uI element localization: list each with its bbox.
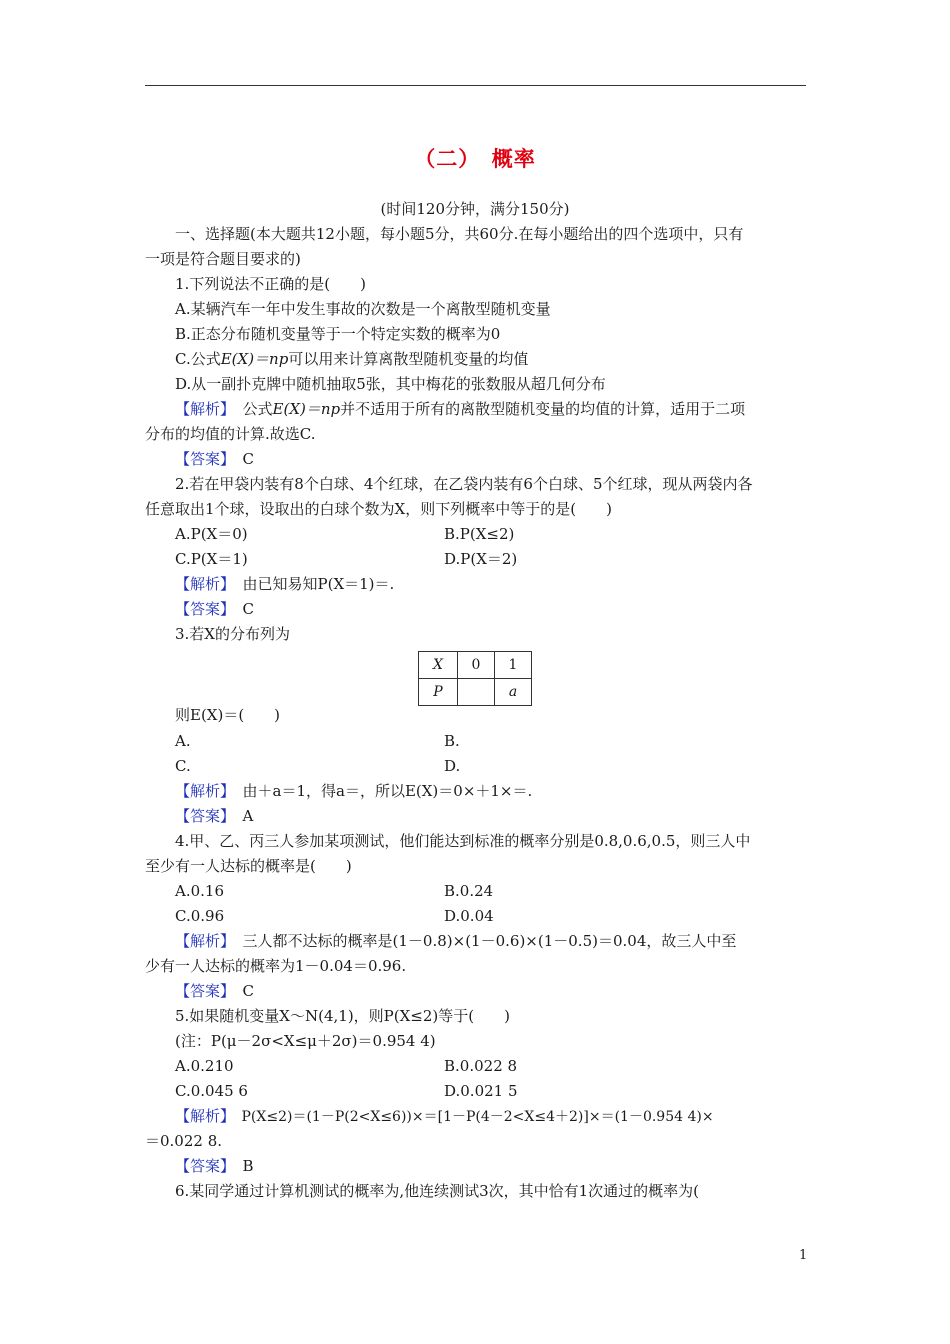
q2-answer xyxy=(175,599,254,619)
q4-stem-cont: 至少有一人达标的概率是( ) xyxy=(145,857,352,875)
analysis-label: 【解析】 xyxy=(175,400,228,418)
analysis-label: 【解析】 xyxy=(175,782,228,800)
q4-analysis-cont: 少有一人达标的概率为1－0.04＝0.96. xyxy=(145,957,407,975)
section-heading: 一、选择题(本大题共12小题，每小题5分，共60分.在每小题给出的四个选项中，只有 xyxy=(175,225,744,243)
table-cell: a xyxy=(495,679,532,706)
q5-stem: 5.如果随机变量X～N(4,1)，则P(X≤2)等于( ) xyxy=(175,1007,510,1025)
analysis-label: 【解析】 xyxy=(175,1107,228,1125)
q1-option-d: D.从一副扑克牌中随机抽取5张，其中梅花的张数服从超几何分布 xyxy=(175,375,606,393)
q1-option-a: A.某辆汽车一年中发生事故的次数是一个离散型随机变量 xyxy=(175,300,551,318)
q1-option-c-formula: E(X)＝np xyxy=(220,350,289,368)
q2-option-c: C.P(X＝1) xyxy=(175,550,248,568)
answer-label: 【答案】 xyxy=(175,600,228,618)
q3-option-c: C. xyxy=(175,757,191,775)
answer-label: 【答案】 xyxy=(175,982,228,1000)
q5-option-d: D.0.021 5 xyxy=(444,1082,518,1100)
q4-answer-value: C xyxy=(227,982,254,1000)
q3-option-a: A. xyxy=(175,732,191,750)
page-title: （二） 概率 xyxy=(414,146,536,171)
time-limit: (时间120分钟，满分150分) xyxy=(380,200,570,218)
q4-option-d: D.0.04 xyxy=(444,907,494,925)
q1-analysis xyxy=(175,399,745,419)
q4-option-b: B.0.24 xyxy=(444,882,494,900)
distribution-table xyxy=(418,651,532,706)
q1-analysis-formula: E(X)＝np xyxy=(272,400,341,418)
header-rule xyxy=(145,85,806,86)
q4-option-a: A.0.16 xyxy=(175,882,224,900)
q5-answer-value: B xyxy=(227,1157,254,1175)
table-cell xyxy=(458,679,495,706)
q5-option-b: B.0.022 8 xyxy=(444,1057,518,1075)
q2-option-b: B.P(X≤2) xyxy=(444,525,515,543)
q1-option-c-post: 可以用来计算离散型随机变量的均值 xyxy=(288,350,529,368)
q3-option-b: B. xyxy=(444,732,460,750)
q2-analysis xyxy=(175,574,394,594)
q5-analysis xyxy=(175,1106,714,1127)
table-cell: 0 xyxy=(458,652,495,679)
q1-analysis-pre: 公式 xyxy=(227,400,273,418)
q3-analysis xyxy=(175,781,532,801)
q1-analysis-post: 并不适用于所有的离散型随机变量的均值的计算，适用于二项 xyxy=(340,400,746,418)
q1-option-b: B.正态分布随机变量等于一个特定实数的概率为0 xyxy=(175,325,501,343)
q2-answer-value: C xyxy=(227,600,254,618)
q2-stem: 2.若在甲袋内装有8个白球、4个红球，在乙袋内装有6个白球、5个红球，现从两袋内各 xyxy=(175,475,753,493)
q6-stem: 6.某同学通过计算机测试的概率为,他连续测试3次，其中恰有1次通过的概率为( xyxy=(175,1182,700,1200)
table-row xyxy=(419,679,532,706)
page-number: 1 xyxy=(799,1248,808,1263)
q5-answer xyxy=(175,1156,254,1176)
q1-answer xyxy=(175,449,254,469)
q1-option-c-pre: C.公式 xyxy=(175,350,221,368)
q1-answer-value: C xyxy=(227,450,254,468)
answer-label: 【答案】 xyxy=(175,450,228,468)
q3-answer-value: A xyxy=(227,807,254,825)
q3-stem: 3.若X的分布列为 xyxy=(175,625,290,643)
q4-stem: 4.甲、乙、丙三人参加某项测试，他们能达到标准的概率分别是0.8,0.6,0.5，则三人中 xyxy=(175,832,751,850)
q3-answer xyxy=(175,806,253,826)
q5-option-c: C.0.045 6 xyxy=(175,1082,248,1100)
q5-option-a: A.0.210 xyxy=(175,1057,234,1075)
analysis-label: 【解析】 xyxy=(175,932,228,950)
section-heading-cont: 一项是符合题目要求的) xyxy=(145,250,301,268)
answer-label: 【答案】 xyxy=(175,1157,228,1175)
q4-option-c: C.0.96 xyxy=(175,907,225,925)
q5-note: (注：P(μ－2σ<X≤μ＋2σ)＝0.954 4) xyxy=(175,1032,436,1050)
q3-analysis-text: 由＋a＝1，得a＝，所以E(X)＝0×＋1×＝. xyxy=(227,782,533,800)
q2-option-d: D.P(X＝2) xyxy=(444,550,518,568)
q1-stem: 1.下列说法不正确的是( ) xyxy=(175,275,367,293)
q2-stem-cont: 任意取出1个球，设取出的白球个数为X，则下列概率中等于的是( ) xyxy=(145,500,612,518)
q1-option-c xyxy=(175,349,528,369)
q5-analysis-text: P(X≤2)＝(1－P(2<X≤6))×＝[1－P(4－2<X≤4＋2)]×＝(1－0.954 4)× xyxy=(227,1109,714,1125)
table-cell: 1 xyxy=(495,652,532,679)
q1-analysis-cont: 分布的均值的计算.故选C. xyxy=(145,425,316,443)
table-cell: P xyxy=(419,679,458,706)
q4-answer xyxy=(175,981,254,1001)
q4-analysis xyxy=(175,931,736,951)
table-row xyxy=(419,652,532,679)
table-cell: X xyxy=(419,652,458,679)
q5-analysis-cont: ＝0.022 8. xyxy=(145,1132,223,1150)
q2-option-a: A.P(X＝0) xyxy=(175,525,248,543)
q3-option-d: D. xyxy=(444,757,461,775)
answer-label: 【答案】 xyxy=(175,807,228,825)
q2-analysis-text: 由已知易知P(X＝1)＝. xyxy=(227,575,395,593)
q4-analysis-text: 三人都不达标的概率是(1－0.8)×(1－0.6)×(1－0.5)＝0.04，故三人中至 xyxy=(227,932,737,950)
q3-ask: 则E(X)＝( ) xyxy=(175,706,281,724)
analysis-label: 【解析】 xyxy=(175,575,228,593)
